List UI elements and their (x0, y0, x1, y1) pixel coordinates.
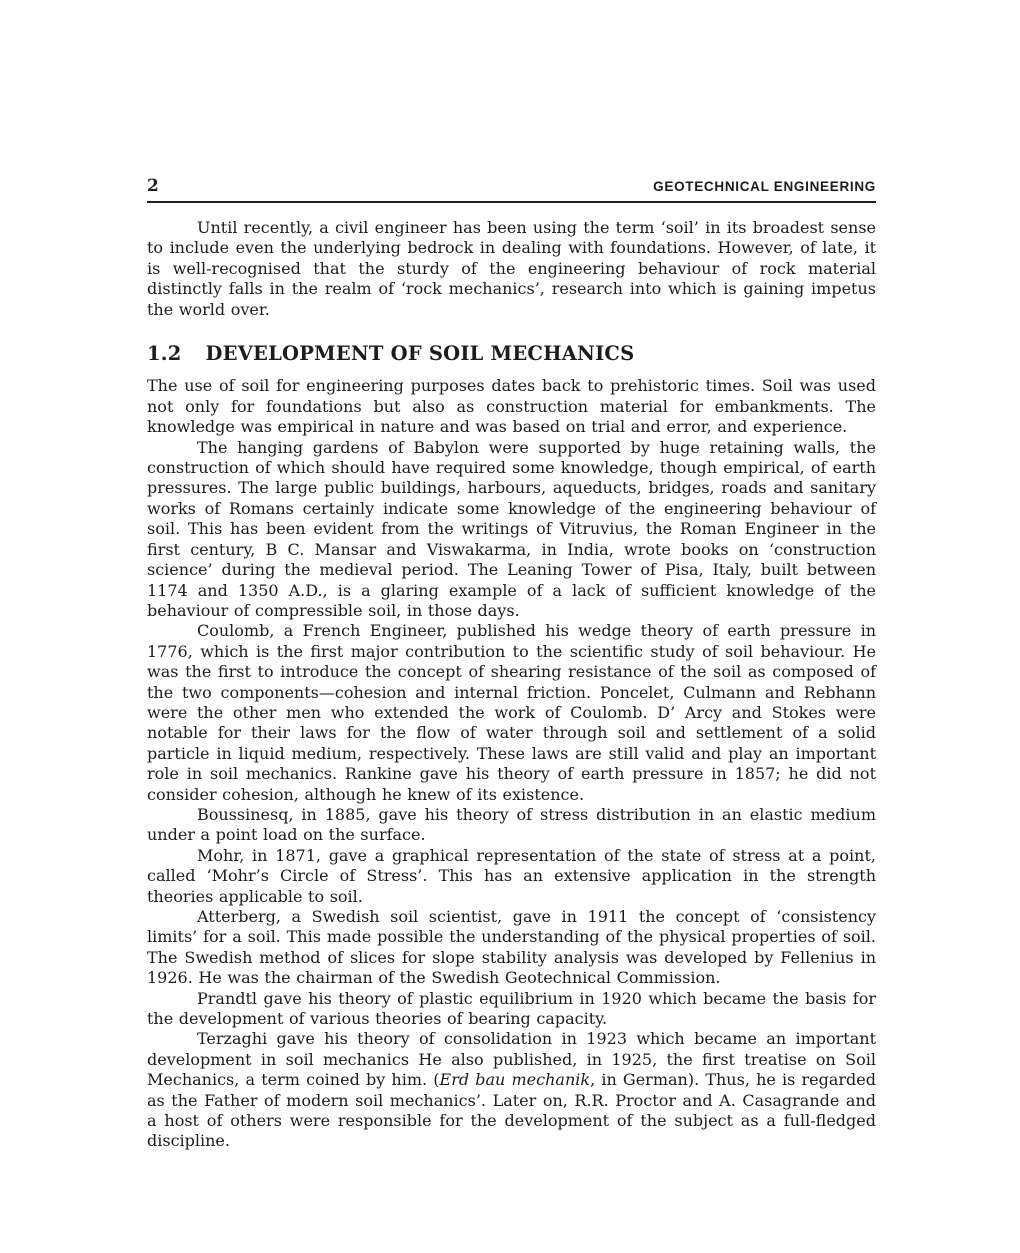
section-number: 1.2 (147, 342, 182, 366)
paragraph-coulomb: Coulomb, a French Engineer, published his wedge theory of earth pressure in 1776, which is the first major contribution to the scientific study of soil behaviour. He was the first to introduce the concept of shearing resistance of the soil as composed of the two components—cohesion and internal friction. Poncelet, Culmann and Rebhann were the other men who extended the work of Coulomb. D’ Arcy and Stokes were notable for their laws for the flow of water through soil and settlement of a solid particle in liquid medium, respectively. These laws are still valid and play an important role in soil mechanics. Rankine gave his theory of earth pressure in 1857; he did not consider cohesion, although he knew of its existence. (147, 621, 876, 804)
paragraph-prandtl: Prandtl gave his theory of plastic equilibrium in 1920 which became the basis for the development of various theories of bearing capacity. (147, 988, 876, 1029)
page-header (147, 178, 876, 195)
section-title: DEVELOPMENT OF SOIL MECHANICS (205, 342, 635, 366)
terzaghi-text-pre: Terzaghi gave his theory of consolidation in 1923 which became an important development in soil mechanics He also published, in 1925, the first treatise on Soil Mechanics, a term coined by him. ( (147, 1029, 876, 1090)
paragraph-boussinesq: Boussinesq, in 1885, gave his theory of stress distribution in an elastic medium under a point load on the surface. (147, 804, 876, 845)
paragraph-mohr: Mohr, in 1871, gave a graphical representation of the state of stress at a point, called ‘Mohr’s Circle of Stress’. This has an extensive application in the strength theories applicable to soil. (147, 845, 876, 906)
paragraph-atterberg: Atterberg, a Swedish soil scientist, gave in 1911 the concept of ‘consistency limits’ for a soil. This made possible the understanding of the physical properties of soil. The Swedish method of slices for slope stability analysis was developed by Fellenius in 1926. He was the chairman of the Swedish Geotechnical Commission. (147, 907, 876, 988)
running-title: GEOTECHNICAL ENGINEERING (653, 179, 876, 194)
paragraph-babylon: The hanging gardens of Babylon were supported by huge retaining walls, the construction of which should have required some knowledge, though empirical, of earth pressures. The large public buildings, harbours, aqueducts, bridges, roads and sanitary works of Romans certainly indicate some knowledge of the engineering behaviour of soil. This has been evident from the writings of Vitruvius, the Roman Engineer in the first century, B C. Mansar and Viswakarma, in India, wrote books on ‘construction science’ during the medieval period. The Leaning Tower of Pisa, Italy, built between 1174 and 1350 A.D., is a glaring example of a lack of sufficient knowledge of the behaviour of compressible soil, in those days. (147, 437, 876, 620)
page-number: 2 (147, 176, 159, 196)
paragraph-soil-use: The use of soil for engineering purposes dates back to prehistoric times. Soil was used not only for foundations but also as construction material for embankments. The knowledge was empirical in nature and was based on trial and error, and experience. (147, 376, 876, 437)
intro-paragraph: Until recently, a civil engineer has been using the term ‘soil’ in its broadest sense to include even the underlying bedrock in dealing with foundations. However, of late, it is well-recognised that the sturdy of the engineering behaviour of rock material distinctly falls in the realm of ‘rock mechanics’, research into which is gaining impetus the world over. (147, 218, 876, 319)
book-title-italic: Erd bau mechanik (439, 1070, 591, 1090)
section-heading (147, 343, 876, 365)
header-rule (147, 201, 876, 203)
paragraph-terzaghi (147, 1029, 876, 1151)
terzaghi-text-post: , in German). Thus, he is regarded as the Father of modern soil mechanics’. Later on, R.R. Proctor and A. Casagrande and a host of others were responsible for the development of the subject as a full-fledged discipline. (147, 1070, 876, 1151)
